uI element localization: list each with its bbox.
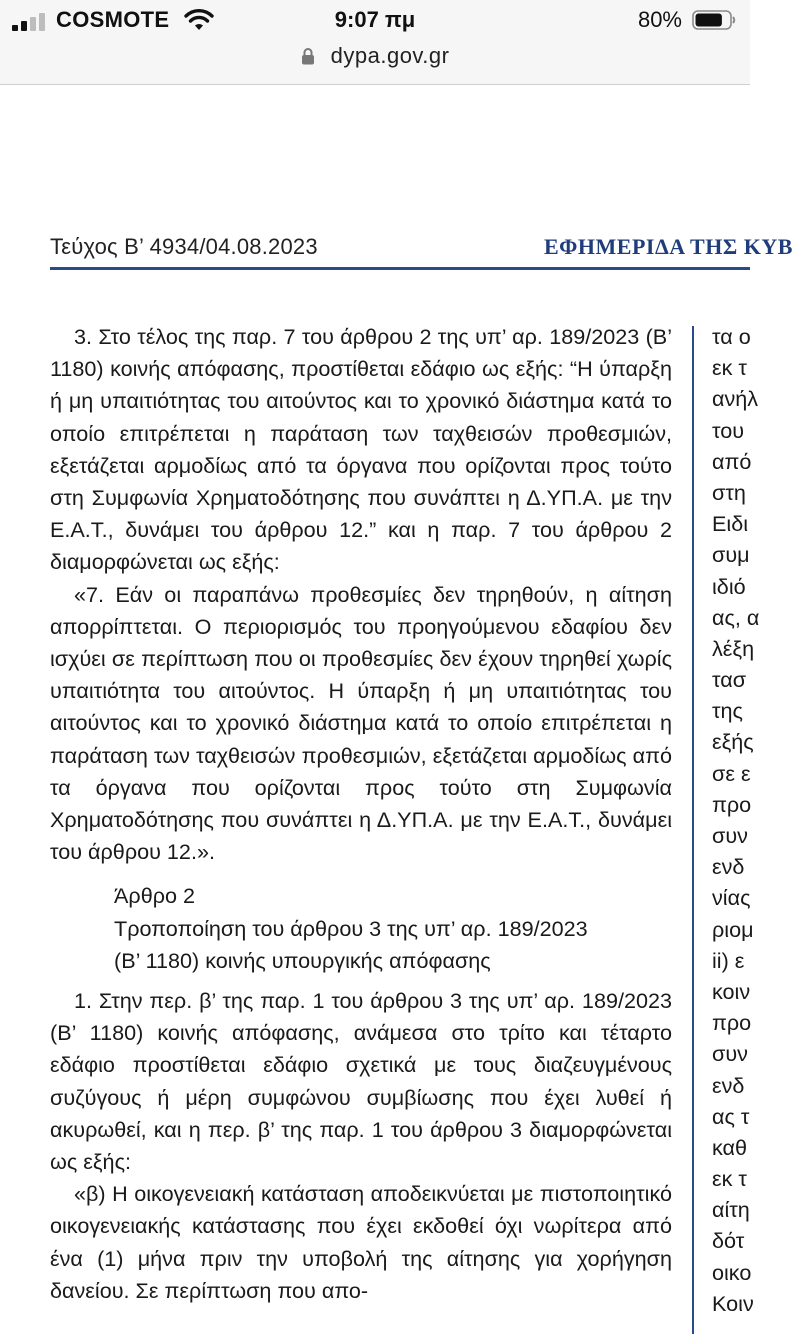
column2-line: της: [712, 698, 743, 724]
column2-line: καθ: [712, 1134, 748, 1160]
column2-line: σε ε: [712, 760, 751, 786]
column2-line: νίας: [712, 885, 751, 911]
quoted-paragraph-b: «β) Η οικογενειακή κατάσταση αποδεικνύεται με πιστοποιητικό οικογενειακής κατάστασης που έχει εκδοθεί όχι νωρίτερα από ένα (1) μήνα πριν την υποβολή της αίτησης για χορήγηση δανείου. Σε περίπτωση που απο-: [50, 1181, 672, 1303]
url-text: dypa.gov.gr: [330, 43, 450, 69]
column2-line: ας τ: [712, 1103, 750, 1129]
column2-line: δότ: [712, 1228, 745, 1254]
paragraph-1: 1. Στην περ. β’ της παρ. 1 του άρθρου 3 της υπ’ αρ. 189/2023 (Β’ 1180) κοινής απόφασης, ανάμεσα στο τρίτο και τέταρτο εδάφιο προστίθεται εδάφιο σχετικά με τους διαζευγμένους συζύγους ή μέρη συμφώνου συμβίωσης που έχει λυθεί ή ακυρωθεί, και η περ. β’ της παρ. 1 του άρθρου 3 διαμορφώνεται ως εξής:: [50, 988, 672, 1175]
column2-line: λέξη: [712, 635, 755, 661]
column2-line: συμ: [712, 542, 750, 568]
column2-line: του: [712, 417, 745, 443]
column2-line: οικο: [712, 1259, 752, 1285]
column2-line: Ειδι: [712, 511, 749, 537]
address-bar[interactable]: [0, 42, 750, 72]
column2-line: εκ τ: [712, 355, 747, 381]
browser-top-bar: [0, 0, 750, 85]
running-head: [50, 234, 793, 268]
column2-line: συν: [712, 1041, 748, 1067]
status-bar: [0, 0, 750, 42]
column2-line: στη: [712, 479, 746, 505]
column2-line: προ: [712, 1010, 752, 1036]
status-time: 9:07 πμ: [334, 7, 416, 32]
column2-line: συν: [712, 823, 748, 848]
column2-line: ενδ: [712, 1072, 745, 1098]
main-column: [50, 321, 672, 1307]
lock-icon: [301, 47, 315, 65]
column2-line: εξής: [712, 729, 754, 755]
gazette-masthead: ΕΦΗΜΕΡΙΔΑ ΤΗΣ ΚΥΒ: [544, 234, 793, 259]
second-column-fragment: [712, 321, 760, 1319]
column2-line: τα ο: [712, 324, 751, 349]
issue-number: Τεύχος Β’ 4934/04.08.2023: [50, 234, 318, 259]
column2-line: Κοιν: [712, 1290, 754, 1316]
column2-line: ας, α: [712, 604, 760, 630]
quoted-paragraph-7: «7. Εάν οι παραπάνω προθεσμίες δεν τηρηθούν, η αίτηση απορρίπτεται. Ο περιορισμός του προηγούμενου εδαφίου δεν ισχύει σε περίπτωση που οι προθεσμίες δεν έχουν τηρηθεί χωρίς υπαιτιότητα του αιτούντος. Η ύπαρξη ή μη υπαιτιότητας του αιτούντος και το χρονικό διάστημα κατά το οποίο επιτρέπεται η παράταση των ταχθεισών προθεσμιών, εξετάζεται αρμοδίως από τα όργανα που ορίζονται προς τούτο στη Συμφωνία Χρηματοδότησης που συνάπτει η Δ.ΥΠ.Α. με την Ε.Α.Τ., δυνάμει του άρθρου 12.».: [50, 581, 672, 865]
column2-line: ενδ: [712, 854, 745, 880]
article-heading: [114, 880, 672, 977]
column2-line: προ: [712, 791, 752, 817]
header-rule: [50, 267, 750, 270]
column2-line: τασ: [712, 667, 747, 693]
column-divider: [692, 326, 694, 1334]
column2-line: αίτη: [712, 1197, 750, 1223]
article-title-line-1: Τροποποίηση του άρθρου 3 της υπ’ αρ. 189/2023: [114, 915, 588, 941]
article-number: Άρθρο 2: [114, 883, 196, 909]
column2-line: ιδιό: [712, 573, 746, 599]
carrier-name: COSMOTE: [56, 7, 170, 32]
paragraph-3: 3. Στο τέλος της παρ. 7 του άρθρου 2 της υπ’ αρ. 189/2023 (Β’ 1180) κοινής απόφασης, προστίθεται εδάφιο ως εξής: “Η ύπαρξη ή μη υπαιτιότητας του αιτούντος και το χρονικό διάστημα κατά το οποίο επιτρέπεται η παράταση των ταχθεισών προθεσμιών, εξετάζεται αρμοδίως από τα όργανα που ορίζονται προς τούτο στη Συμφωνία Χρηματοδότησης που συνάπτει η Δ.ΥΠ.Α. με την Ε.Α.Τ., δυνάμει του άρθρου 12.” και η παρ. 7 του άρθρου 2 διαμορφώνεται ως εξής:: [50, 324, 672, 575]
battery-icon: [692, 10, 736, 30]
column2-line: από: [712, 448, 752, 474]
battery-percentage: 80%: [637, 7, 682, 32]
column2-line: εκ τ: [712, 1166, 747, 1192]
column2-line: ανήλ: [712, 386, 759, 412]
column2-line: κοιν: [712, 978, 751, 1004]
column2-line: ii) ε: [712, 947, 745, 973]
article-title-line-2: (Β’ 1180) κοινής υπουργικής απόφασης: [114, 947, 491, 973]
column2-line: ριομ: [712, 916, 754, 942]
